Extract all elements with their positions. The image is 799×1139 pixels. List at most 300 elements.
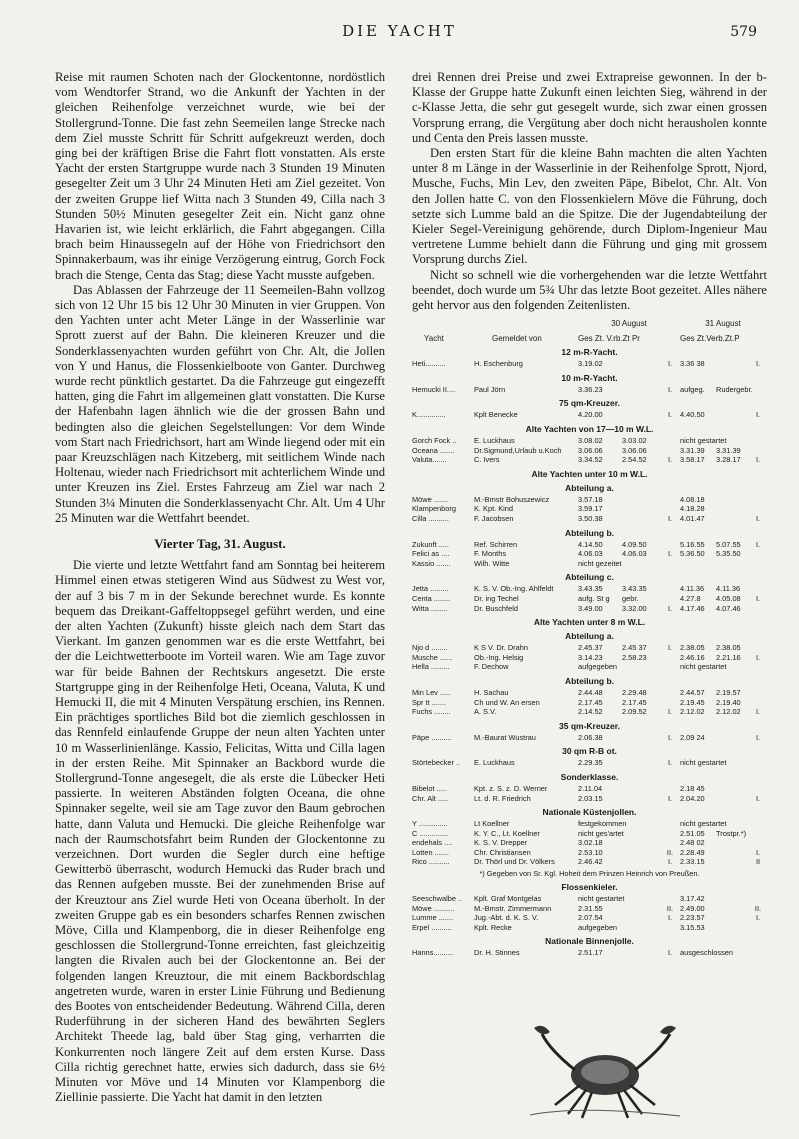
entrant: Lt Koellner (474, 819, 510, 829)
yacht-name: Chr. Alt ..... (412, 793, 449, 803)
yacht-name: endehals .... (412, 838, 453, 848)
corrected-time-30 (622, 359, 660, 369)
date-left: 30 August (611, 319, 647, 329)
place-30: I. (667, 643, 673, 653)
corrected-time-31 (716, 410, 750, 420)
class-heading: 12 m-R-Yacht. (561, 347, 618, 358)
table-row (412, 504, 767, 514)
place-30 (660, 662, 680, 672)
class-heading: Flossenkieler. (561, 882, 618, 893)
corrected-time-31 (716, 894, 750, 904)
corrected-time-30: 4.06.03 (622, 549, 647, 559)
total-time-31: 2.28.49 (680, 847, 705, 857)
corrected-time-31 (716, 948, 750, 958)
corrected-time-31 (716, 784, 750, 794)
place-30: I. (667, 549, 673, 559)
yacht-name: Klampenborg (412, 504, 456, 514)
corrected-time-30: 3.03.02 (622, 436, 647, 446)
right-column (412, 70, 767, 958)
corrected-time-31 (716, 733, 750, 743)
total-time-31: 4.27.8 (680, 593, 701, 603)
total-time-31: 3.15.53 (680, 922, 705, 932)
corrected-time-30: 3.43.35 (622, 584, 647, 594)
corrected-time-30 (622, 838, 660, 848)
yacht-name: Erpel .......... (412, 922, 452, 932)
corrected-time-30 (622, 794, 660, 804)
place-30 (660, 894, 680, 904)
yacht-name: Y .............. (412, 819, 448, 829)
paragraph: drei Rennen drei Preise und zwei Extrapreise gewonnen. In der b-Klasse der Gruppe hatte Zukunft einen leichten Sieg, während in der c-Klasse Jetta, die sehr gut gesegelt wurde, sich zwar einen grossen Vorsprung errang, die Vergütung aber doch nicht herausholen konnte und Centa den Preis lassen musste. (412, 70, 767, 145)
entrant: Dr. ing Techel (474, 593, 519, 603)
crab-illustration (520, 1020, 690, 1120)
corrected-time-30: 2.09.52 (622, 707, 647, 717)
table-row (412, 359, 767, 369)
class-heading: Abteilung c. (565, 572, 614, 583)
class-heading: Alte Yachten von 17—10 m W.L. (525, 424, 654, 435)
place-31 (750, 829, 766, 839)
total-time-31: 2.33.15 (680, 857, 705, 867)
corrected-time-31: 4.11.36 (716, 584, 741, 594)
corrected-time-31: 2.19.40 (716, 697, 741, 707)
place-31: I. (755, 410, 761, 420)
corrected-time-31: 2.21.16 (716, 652, 741, 662)
corrected-time-30 (622, 758, 660, 768)
place-31: II (755, 857, 761, 867)
place-30: I. (667, 758, 673, 768)
total-time-31: 3.17.42 (680, 894, 705, 904)
total-time-31: 4.11.36 (680, 584, 705, 594)
yacht-name: C .............. (412, 828, 449, 838)
place-30 (660, 784, 680, 794)
place-30: I. (667, 732, 673, 742)
place-31: II. (754, 903, 762, 913)
total-time-30: nicht ges'artet (578, 828, 624, 838)
results-groups (412, 347, 767, 867)
entrant: Kplt Benecke (474, 410, 518, 420)
class-heading: 75 qm-Kreuzer. (559, 398, 620, 409)
corrected-time-31 (716, 514, 750, 524)
corrected-time-31 (716, 848, 750, 858)
table-row (412, 559, 767, 569)
corrected-time-31 (716, 923, 750, 933)
corrected-time-31: 2.19.57 (716, 687, 741, 697)
place-31 (750, 894, 766, 904)
place-31 (750, 549, 766, 559)
table-row (412, 514, 767, 524)
table-row (412, 784, 767, 794)
total-time-30: 2.17.45 (578, 697, 603, 707)
place-31 (750, 584, 766, 594)
entrant: Kplt. Recke (474, 922, 512, 932)
place-30: II. (666, 903, 674, 913)
table-row (412, 410, 767, 420)
corrected-time-30: gebr. (622, 593, 639, 603)
entrant: Wilh. Witte (474, 558, 510, 568)
table-row (412, 584, 767, 594)
corrected-time-30 (622, 504, 660, 514)
yacht-name: Witta ........ (412, 603, 448, 613)
place-31 (750, 688, 766, 698)
entrant: Kpt. z. S. z. D. Werner (474, 783, 548, 793)
entrant: K. Y. C., Lt. Koellner (474, 828, 540, 838)
yacht-name: Hemucki II.... (412, 384, 456, 394)
corrected-time-31: Rudergebr. (716, 384, 753, 394)
entrant: M.-Bmstr Bohuszewicz (474, 494, 550, 504)
yacht-name: Jetta ......... (412, 584, 449, 594)
corrected-time-31 (716, 857, 750, 867)
table-row (412, 594, 767, 604)
col-owner: Gemeldet von (492, 334, 542, 344)
corrected-time-30: 2.58.23 (622, 652, 647, 662)
entrant: Jug.-Abt. d. K. S. V. (474, 913, 539, 923)
place-31: I. (755, 847, 761, 857)
place-30: I. (667, 707, 673, 717)
entrant: Ob.-Ing. Helsig (474, 652, 524, 662)
table-row (412, 707, 767, 717)
yacht-name: Centa ........ (412, 593, 451, 603)
place-30: I. (667, 793, 673, 803)
table-row (412, 604, 767, 614)
corrected-time-31: 3.31.39 (716, 445, 741, 455)
table-row (412, 894, 767, 904)
place-31 (750, 504, 766, 514)
yacht-name: Spr tt ....... (412, 697, 447, 707)
paragraph: Nicht so schnell wie die vorhergehenden war die letzte Wettfahrt beendet, doch wurde um 5¾ Uhr das letzte Boot gezeitet. Alles nähere geht hervor aus den folgenden Zeitenlisten. (412, 267, 767, 313)
corrected-time-30 (622, 410, 660, 420)
table-row (412, 733, 767, 743)
place-30 (660, 829, 680, 839)
place-31 (750, 385, 766, 395)
entrant: Ref. Schirren (474, 539, 518, 549)
table-row (412, 643, 767, 653)
place-31 (750, 436, 766, 446)
total-time-30: 4.14.50 (578, 539, 603, 549)
total-time-30: nicht gezeitet (578, 558, 622, 568)
total-time-30: aufg. St g (578, 593, 610, 603)
place-31: I. (755, 732, 761, 742)
total-time-30: 2.14.52 (578, 707, 603, 717)
paragraph: Die vierte und letzte Wettfahrt fand am Sonntag bei heiterem Himmel einen etwas stetigeren Wind aus Südwest zu West vor, der auf 3 bis 7 m in der Sekunde berechnet wurde. Es konnte bequem das Dreikant-Gaffeltoppsegel geführt werden, und eine der alten Yachten (Zukunft) hisste gleich nach dem Start das Vierkant. Im ganzen genommen war es die erste Wettfahrt, bei der die Leichtwetterboote im Vorteil waren. Wie am Tage zuvor war für beide Bahnen der Rechtskurs angesetzt. Die erste Startgruppe ging in der Reihenfolge Heti, Oceana, Valuta, K und Hemucki II, die mit 4 Minuten Verspätung erschien, ins Rennen. Ein prächtiges sportliches Bild bot die ziemlich geschlossen in das Rennfeld einlaufende Gruppe der neun alten Yachten unter 10 m Wasserlinienlänge. Kassio, Felicitas, Witta und Cilla lagen in der ersten Reihe. Mit Spinnaker an Backbord wurde die Stollergrund-Tonne angesegelt, die als erste die Lübecker Heti passierte. In weiteren Abständen folgten Oceana, die ohne Spinnaker segelte, weil sie am Tage zuvor den Baum gebrochen hatte, dann Valuta und Hemucki. Die gleiche Reihenfolge war nach der Raumschotsfahrt beim Runden der Glockentonne zu verzeichnen. Dort wurden die Segler durch eine heftige Gewitterbö überrascht, wodurch Hemucki das Ruder brach und das Rennen aufgeben musste. Bei der zunehmenden Brise auf der Kreuztour ans Ziel wurde Heti von Oceana überholt. In der zweiten Gruppe gab es ein besonders scharfes Rennen zwischen Möve, Cilla und Klampenborg, die in dieser Reihenfolge eng geschlossen die Stollergrund-Tonne erreichten, fast gleichzeitig langten die Rivalen auch bei der Glockentonne an. Bei der folgenden langen Kreuztour, die mit einem Backbordschlag angetreten wurde, waren in erster Linie Führung und Bedienung des Bootes von entscheidender Bedeutung. Während Cilla, deren Ruderführung in der sicheren Hand des bewährten Seglers Architekt Theede lag, bald über Stag ging, verharrten die Konkurrenten noch längere Zeit auf dem ersten Kurse. Dass Cilla richtig gerechnet hatte, erwies sich dadurch, dass sie 6½ Minuten vor Möve und 14 Minuten vor Klampenborg die Ziellinie passierte. Die Yacht hat damit in den letzten (55, 558, 385, 1105)
entrant: K. S. V. Ob.-Ing. Ahlfeldt (474, 584, 554, 594)
entrant: K. S. V. Drepper (474, 838, 528, 848)
total-time-31: 4.01.47 (680, 514, 705, 523)
place-31: I. (755, 514, 761, 523)
corrected-time-31 (716, 359, 750, 369)
place-31 (750, 819, 766, 829)
paragraph: Das Ablassen der Fahrzeuge der 11 Seemeilen-Bahn vollzog sich von 12 Uhr 15 bis 12 Uhr 30 Minuten in vier Gruppen. Von den Yachten unter acht Meter Länge in der Wasserlinie war Sprott zuerst auf der Bahn. Die kleineren Kreuzer und die Sonderklassenyachten wurden geführt von Chr. Alt, die Jollen von Y und Hanus, die Flossenkielboote von Ganter. Durchweg wurde recht pünktlich gestartet. Da die Fahrzeuge gut eingezefft hatten, ging die Fahrt im allgemeinen glatt vonstatten. Die Kurse der Hafenbahn lagen ähnlich wie die der grossen Bahn und bedingten also die gleichen Segelstellungen: Vor dem Winde vom Start nach Friedrichsort, hart am Winde liegend oder mit ein paar Kreuzschlägen nach Kitzeberg, mit seitlichem Winde nach Holtenau, wieder nach Friedrichsort mit achterlichem Winde und unter Kreuzen ins Ziel. Erstes Fahrzeug am Ziel war nach 2 Stunden 3¼ Minuten die Sonderklassenyacht Chr. Alt. Um 4 Uhr 25 Minuten war die Wettfahrt beendet. (55, 282, 385, 525)
corrected-time-30 (622, 948, 660, 958)
total-time-30: 2.44.48 (578, 687, 603, 697)
place-31 (750, 838, 766, 848)
total-time-31: 2.04.20 (680, 793, 705, 803)
corrected-time-31 (716, 662, 750, 672)
corrected-time-30: 3.32.00 (622, 603, 647, 613)
total-time-30: 3.19.02 (578, 359, 603, 369)
yacht-name: Cilla .......... (412, 514, 449, 523)
table-row (412, 540, 767, 550)
total-time-31: 4.40.50 (680, 410, 705, 420)
place-31: I. (755, 455, 761, 465)
yacht-name: Störtebecker .. (412, 758, 461, 768)
corrected-time-30 (622, 385, 660, 395)
total-time-30: 2.07.54 (578, 913, 603, 923)
place-30 (660, 446, 680, 456)
total-time-30: 3.06.06 (578, 445, 603, 455)
place-30 (660, 838, 680, 848)
total-time-30: 2.11.04 (578, 783, 603, 793)
paragraph: Den ersten Start für die kleine Bahn machten die alten Yachten unter 8 m Länge in der Wasserlinie in der Reihenfolge Sprott, Njord, Musche, Fuchs, Min Lev, den zweiten Päpe, Bibelot, Chr. Alt. Von den Jollen hatte C. von den Flossenkielern Möve die Führung, doch setzte sich Lumme bald an die Spitze. Die der Jugendabteilung der Kieler Segel-Vereinigung gehörende, durch Diplom-Ingenieur Mau vertretene Lumme behielt dann die Führung und ging mit grossem Vorsprung durchs Ziel. (412, 146, 767, 267)
corrected-time-31 (716, 794, 750, 804)
yacht-name: Hella ......... (412, 662, 450, 672)
total-time-31: 2.44.57 (680, 687, 705, 697)
yacht-name: Päpe .......... (412, 732, 452, 742)
col-times-left: Ges Zt. V.rb.Zt Pr (578, 334, 640, 344)
corrected-time-31 (716, 838, 750, 848)
corrected-time-30: 2.45 37 (622, 643, 647, 653)
corrected-time-30 (622, 857, 660, 867)
entrant: H. Sachau (474, 687, 509, 697)
table-row (412, 446, 767, 456)
yacht-name: Kassio ....... (412, 558, 451, 568)
total-time-30: 3.50.38 (578, 514, 603, 523)
corrected-time-31 (716, 819, 750, 829)
corrected-time-31 (716, 904, 750, 914)
total-time-31: nicht gestartet (680, 436, 727, 446)
yacht-name: Seeschwalbe .. (412, 894, 463, 904)
place-31: I. (755, 707, 761, 717)
total-time-30: 3.43.35 (578, 584, 603, 594)
results-table (412, 319, 767, 958)
total-time-30: 2.51.17 (578, 948, 603, 958)
place-30 (660, 819, 680, 829)
col-times-right: Ges Zt.Verb.Zt.P (680, 334, 740, 344)
total-time-31: 2.48 02 (680, 838, 705, 848)
place-31 (750, 643, 766, 653)
total-time-30: 3.59.17 (578, 504, 603, 514)
entrant: F. Months (474, 549, 507, 559)
total-time-30: 2.06.38 (578, 732, 603, 742)
place-31 (750, 495, 766, 505)
corrected-time-31: 2.38.05 (716, 643, 741, 653)
total-time-31: ausgeschlossen (680, 948, 734, 958)
class-heading: 10 m-R-Yacht. (561, 372, 618, 383)
total-time-30: 3.34.52 (578, 455, 603, 465)
date-right: 31 August (705, 319, 741, 329)
table-row (412, 653, 767, 663)
place-31: I. (755, 913, 761, 923)
total-time-30: aufgegeben (578, 922, 618, 932)
corrected-time-31: 4.07.46 (716, 603, 741, 613)
class-heading: Alte Yachten unter 10 m W.L. (531, 468, 648, 479)
place-30: I. (667, 603, 673, 613)
table-row (412, 819, 767, 829)
total-time-31: 3.36 38 (680, 359, 705, 369)
total-time-31: 2.23.57 (680, 913, 705, 923)
total-time-30: festgekommen (578, 819, 627, 829)
entrant: Dr.Sigmund,Urlaub u.Koch (474, 445, 562, 455)
page-number: 579 (730, 24, 757, 40)
place-30 (660, 559, 680, 569)
corrected-time-31 (716, 504, 750, 514)
place-31 (750, 758, 766, 768)
place-30: II. (666, 847, 674, 857)
place-30 (660, 504, 680, 514)
place-31: I. (755, 793, 761, 803)
entrant: Dr. H. Stinnes (474, 948, 520, 958)
total-time-31: 2.18 45 (680, 783, 705, 793)
place-30 (660, 495, 680, 505)
corrected-time-31: 2.12.02 (716, 707, 741, 717)
total-time-30: 3.36.23 (578, 384, 603, 394)
corrected-time-30 (622, 495, 660, 505)
place-31 (750, 604, 766, 614)
yacht-name: Rico .......... (412, 857, 450, 867)
results-date-header (412, 319, 767, 328)
place-30 (660, 698, 680, 708)
total-time-30: 2.31.55 (578, 903, 603, 913)
class-heading: Abteilung a. (565, 482, 614, 493)
place-31 (750, 923, 766, 933)
corrected-time-30 (622, 819, 660, 829)
place-30 (660, 688, 680, 698)
entrant: K S V. Dr. Drahn (474, 643, 528, 653)
yacht-name: Hanns.......... (412, 948, 454, 958)
total-time-31: 5.16.55 (680, 539, 705, 549)
corrected-time-30: 2.17.45 (622, 697, 647, 707)
table-row (412, 688, 767, 698)
corrected-time-30 (622, 904, 660, 914)
table-row (412, 385, 767, 395)
yacht-name: Min Lev ..... (412, 687, 451, 697)
table-row (412, 913, 767, 923)
corrected-time-30: 4.09.50 (622, 539, 647, 549)
place-31 (750, 662, 766, 672)
corrected-time-31 (716, 495, 750, 505)
place-30 (660, 436, 680, 446)
total-time-30: 4.20.00 (578, 410, 603, 420)
corrected-time-30 (622, 559, 660, 569)
table-row (412, 848, 767, 858)
table-row (412, 436, 767, 446)
entrant: H. Eschenburg (474, 359, 523, 369)
entrant: Chr. Christiansen (474, 847, 531, 857)
total-time-31: 4.08.18 (680, 494, 705, 504)
total-time-31: 2.46.16 (680, 652, 705, 662)
yacht-name: Oceana ....... (412, 445, 455, 455)
total-time-30: 2.46.42 (578, 857, 603, 867)
total-time-31: 2.49.00 (680, 903, 705, 913)
entrant: M.-Bmstr. Zimmermann (474, 903, 552, 913)
class-heading: 35 qm-Kreuzer. (559, 720, 620, 731)
place-30: I. (667, 455, 673, 465)
place-31 (750, 784, 766, 794)
class-heading: Abteilung b. (564, 675, 615, 686)
total-time-30: 3.57.18 (578, 494, 603, 504)
total-time-30: 3.02.18 (578, 838, 603, 848)
yacht-name: Bibelot ..... (412, 783, 447, 793)
yacht-name: Lotten ....... (412, 847, 449, 857)
entrant: F. Dechow (474, 662, 509, 672)
corrected-time-31: Trostpr.*) (716, 828, 747, 838)
yacht-name: Musche ...... (412, 652, 453, 662)
class-heading: Alte Yachten unter 8 m W.L. (533, 617, 646, 628)
total-time-30: 4.06.03 (578, 549, 603, 559)
table-row (412, 455, 767, 465)
place-30 (660, 584, 680, 594)
corrected-time-31 (716, 758, 750, 768)
table-row (412, 662, 767, 672)
place-31: I. (755, 359, 761, 369)
entrant: M.-Baurat Wustrau (474, 732, 536, 742)
corrected-time-30 (622, 913, 660, 923)
place-31: I. (755, 593, 761, 603)
total-time-31: nicht gestartet (680, 758, 727, 768)
corrected-time-31 (716, 913, 750, 923)
table-row (412, 904, 767, 914)
table-row (412, 549, 767, 559)
yacht-name: Zukunft ..... (412, 539, 449, 549)
place-31: I. (755, 539, 761, 549)
corrected-time-30 (622, 923, 660, 933)
place-30: I. (667, 913, 673, 923)
total-time-31: 2.19.45 (680, 697, 705, 707)
place-30 (660, 594, 680, 604)
class-heading: Nationale Küstenjollen. (542, 807, 637, 818)
corrected-time-30 (622, 829, 660, 839)
place-31: I. (755, 652, 761, 662)
place-31 (750, 698, 766, 708)
table-row (412, 948, 767, 958)
place-30 (660, 540, 680, 550)
corrected-time-31: 5.07.55 (716, 539, 741, 549)
total-time-31: 2.09 24 (680, 732, 705, 742)
total-time-31: 4.17.46 (680, 603, 705, 613)
yacht-name: Felici as .... (412, 549, 450, 559)
corrected-time-31 (716, 436, 750, 446)
total-time-31: aufgeg. (680, 384, 705, 394)
total-time-30: 2.53.10 (578, 847, 603, 857)
running-header: DIE YACHT (342, 22, 457, 40)
left-column (55, 70, 385, 1105)
total-time-30: 3.14.23 (578, 652, 603, 662)
corrected-time-31: 5.35.50 (716, 549, 741, 559)
total-time-30: 2.03.15 (578, 793, 603, 803)
yacht-name: Möwe .......... (412, 903, 455, 913)
results-groups-2 (412, 882, 767, 958)
place-30: I. (667, 410, 673, 420)
table-row (412, 698, 767, 708)
place-31 (750, 559, 766, 569)
paragraph: Reise mit raumen Schoten nach der Glockentonne, nordöstlich vom Wendtorfer Strand, wo die Ankunft der Yachten in der gleichen Reihenfolge verzeichnet wurde, wie bei der Stollergrund-Tonne. Die fast zehn Seemeilen lange Strecke nach dem Ziel musste Schritt für Schritt aufgekreuzt werden, doch ging bei der kräftigen Brise die Fahrt flott vonstatten. Als erste Yacht der ersten Startgruppe wurde nach 3 Stunden 19 Minuten gesegelter Zeit um 3 Uhr 24 Minuten Heti am Ziel gezeitet. Von der zweiten Gruppe lief Witta nach 3 Stunden 49, Cilla nach 3 Stunden 50½ Minuten gesegelter Zeit ein. Nicht ganz ohne Havarien ist, wie leicht erklärlich, die Fahrt abgegangen. Cilla brach beim Hinaussegeln auf der Höhe von Friedrichsort den Spinnakerbaum, was ihr einige Verzögerung eintrug, Gorch Fock brach die Stenge, Centa das Stag; diese Yacht musste aufgeben. (55, 70, 385, 282)
corrected-time-30 (622, 662, 660, 672)
total-time-31: 2.51.05 (680, 828, 705, 838)
table-row (412, 923, 767, 933)
table-row (412, 838, 767, 848)
place-30: I. (667, 359, 673, 369)
total-time-31: 3.31.39 (680, 445, 705, 455)
class-heading: Abteilung b. (564, 527, 615, 538)
entrant: Dr. Buschfeld (474, 603, 518, 613)
place-30: I. (667, 857, 673, 867)
entrant: A. S.V. (474, 707, 497, 717)
entrant: K. Kpt. Kind (474, 504, 514, 514)
place-30 (660, 923, 680, 933)
place-30: I. (667, 948, 673, 958)
entrant: Paul Jörn (474, 384, 506, 394)
yacht-name: Möwe ....... (412, 494, 449, 504)
entrant: Dr. Thörl und Dr. Völkers (474, 857, 555, 867)
corrected-time-30 (622, 784, 660, 794)
